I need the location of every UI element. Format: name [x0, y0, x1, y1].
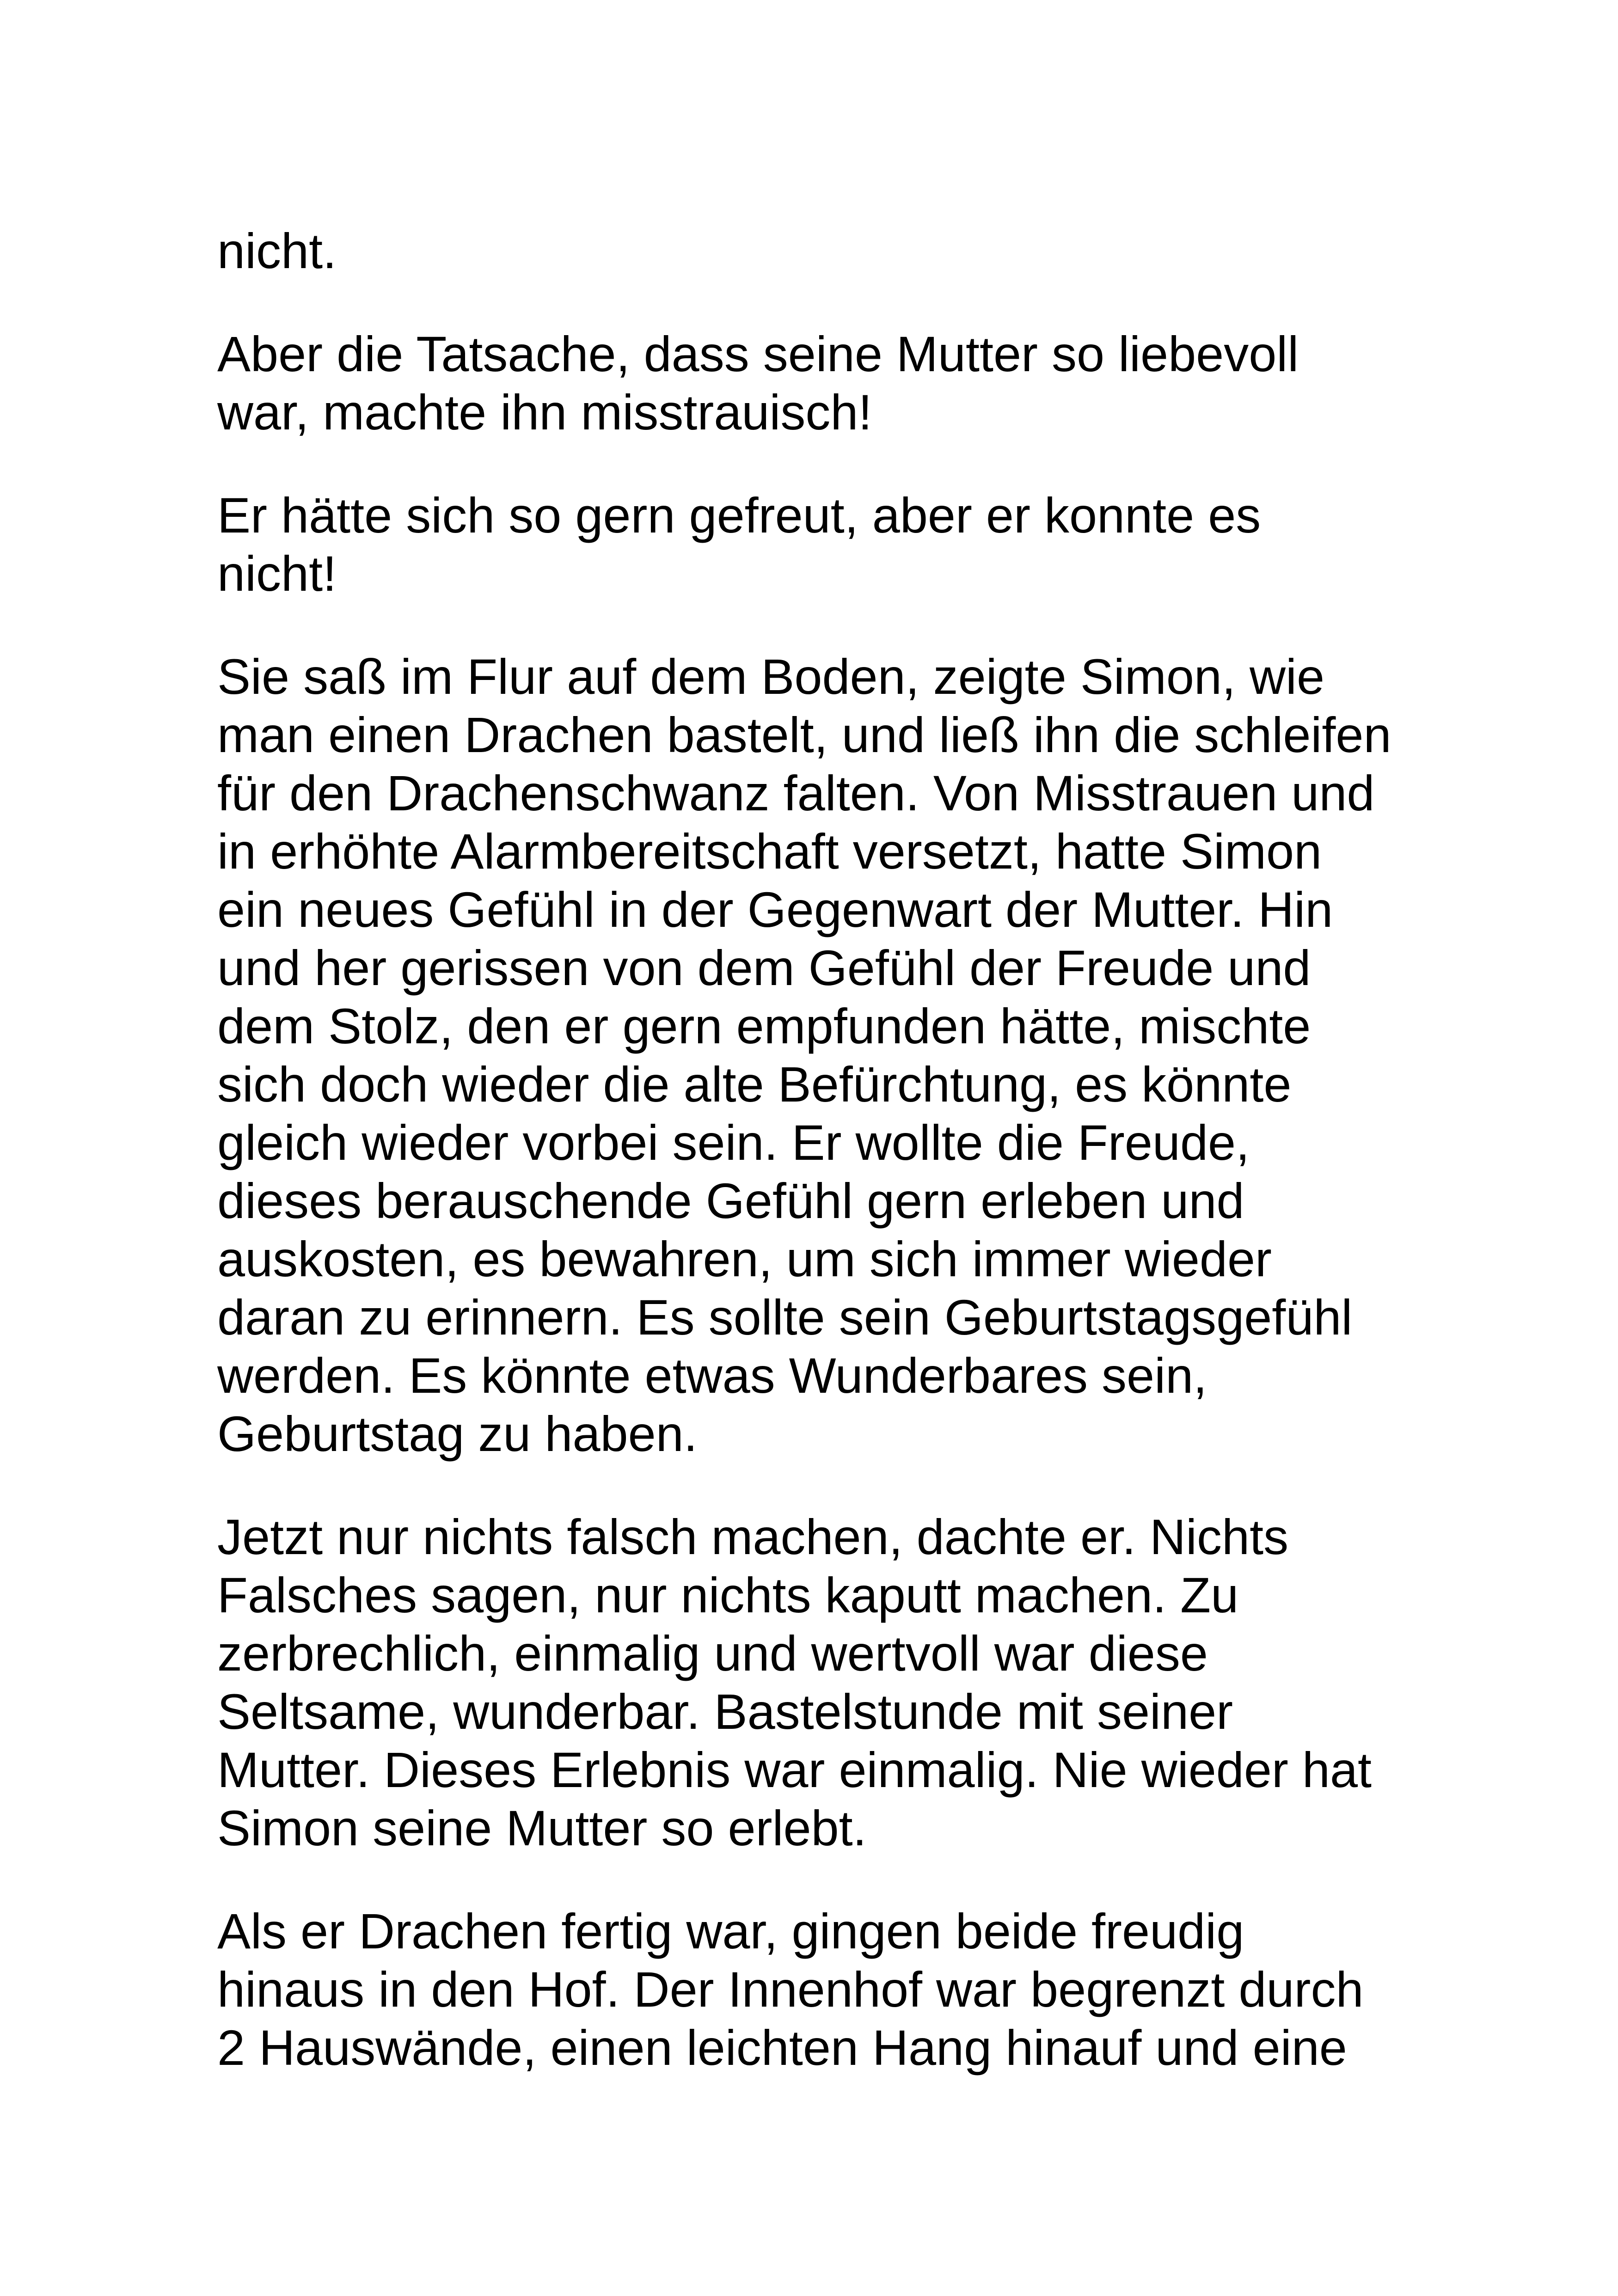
paragraph: nicht. — [217, 223, 337, 279]
paragraph: Er hätte sich so gern gefreut, aber er konnte es nicht! — [217, 487, 1261, 601]
paragraph: Als er Drachen fertig war, gingen beide freudig hinaus in den Hof. Der Innenhof war begrenzt durch 2 Hauswände, einen leichten Hang hinauf und eine — [217, 1903, 1364, 2076]
paragraph: Sie saß im Flur auf dem Boden, zeigte Simon, wie man einen Drachen bastelt, und ließ ihn die schleifen für den Drachenschwanz falten. Von Misstrauen und in erhöhte Alarmbereitschaft versetzt, hatte Simon ein neues Gefühl in der Gegenwart der Mutter. Hin und her gerissen von dem Gefühl der Freude und dem Stolz, den er gern empfunden hätte, mischte sich doch wieder die alte Befürchtung, es könnte gleich wieder vorbei sein. Er wollte die Freude, dieses berauschende Gefühl gern erleben und auskosten, es bewahren, um sich immer wieder daran zu erinnern. Es sollte sein Geburtstagsgefühl werden. Es könnte etwas Wunderbares sein, Geburtstag zu haben. — [217, 649, 1391, 1462]
paragraph: Aber die Tatsache, dass seine Mutter so liebevoll war, machte ihn misstrauisch! — [217, 326, 1299, 440]
paragraph: Jetzt nur nichts falsch machen, dachte er. Nichts Falsches sagen, nur nichts kaputt machen. Zu zerbrechlich, einmalig und wertvoll war diese Seltsame, wunderbar. Bastelstunde mit seiner Mutter. Dieses Erlebnis war einmalig. Nie wieder hat Simon seine Mutter so erlebt. — [217, 1509, 1372, 1856]
text-content — [217, 222, 1393, 2077]
